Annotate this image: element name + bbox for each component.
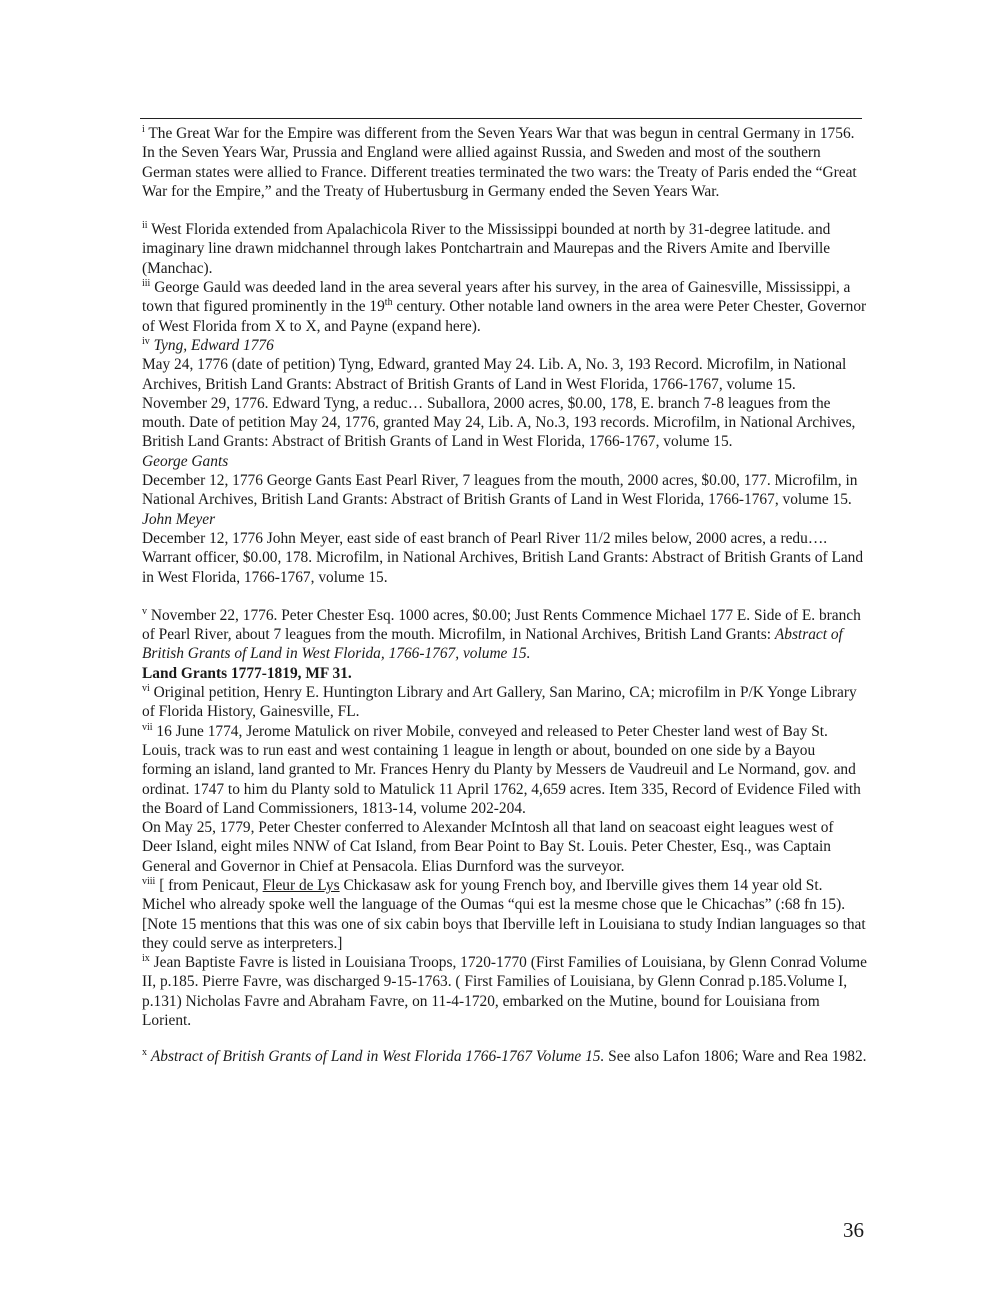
footnote-vii bbox=[142, 722, 867, 818]
footnote-text: West Florida extended from Apalachicola River to the Mississippi bounded at north by 31-degree latitude. and imaginary line drawn midchannel through lakes Pontchartrain and Maurepas and the Rivers Amite and Iberville (Manchac). bbox=[142, 221, 831, 277]
footnote-marker: viii bbox=[142, 875, 156, 887]
footnote-vii-continued: On May 25, 1779, Peter Chester conferred to Alexander McIntosh all that land on seacoast eight leagues west of Deer Island, eight miles NNW of Cat Island, from Bear Point to Bay St. Louis. Peter Chester, Esq., was Captain General and Governor in Chief at Pensacola. Elias Durnford was the surveyor. bbox=[142, 819, 834, 875]
source-title: Abstract of British Grants of Land in West Florida, 1766-1767, volume 15. bbox=[142, 626, 843, 663]
footnote-x bbox=[142, 1047, 867, 1066]
footnote-marker: iii bbox=[142, 277, 151, 289]
footnote-marker: vi bbox=[142, 682, 150, 694]
source-title-underlined: Fleur de Lys bbox=[262, 876, 340, 894]
footnote-ii bbox=[142, 220, 867, 278]
grantee-heading: Tyng, Edward 1776 bbox=[153, 336, 274, 354]
footnote-text-cont: Chickasaw ask for young French boy, and Iberville gives them 14 year old St. Michel who already spoke well the language of the Oumas “qui est la mesme chose que le Chicachas” (:68 fn 15). [Note 15 mentions that this was one of six cabin boys that Iberville left in Louisiana to study Indian languages so that they could serve as interpreters.] bbox=[142, 876, 866, 952]
grant-entry: December 12, 1776 George Gants East Pearl River, 7 leagues from the mouth, 2000 acres, $0.00, 177. Microfilm, in National Archives, British Land Grants: Abstract of British Grants of Land in West Florida, 1766-1767, volume 15. bbox=[142, 472, 858, 509]
footnote-marker: iv bbox=[142, 335, 150, 347]
footnote-text: Jean Baptiste Favre is listed in Louisiana Troops, 1720-1770 (First Families of Louisiana, by Glenn Conrad Volume II, p.185. Pierre Favre, was discharged 9-15-1763. ( First Families of Louisiana, by Glenn Conrad p.185.Volume I, p.131) Nicholas Favre and Abraham Favre, on 11-4-1720, embarked on the Mutine, bound for Louisiana from Lorient. bbox=[142, 954, 867, 1030]
grantee-heading: John Meyer bbox=[142, 510, 216, 528]
footnote-text: November 22, 1776. Peter Chester Esq. 1000 acres, $0.00; Just Rents Commence Michael 177 E. Side of E. branch of Pearl River, about 7 leagues from the mouth. Microfilm, in National Archives, British Land Grants: bbox=[142, 606, 861, 644]
footnote-marker: x bbox=[142, 1047, 147, 1059]
footnote-text: 16 June 1774, Jerome Matulick on river Mobile, conveyed and released to Peter Chester land west of Bay St. Louis, track was to run east and west containing 1 league in length or about, bounded on one side by a Bayou forming an island, land granted to Mr. Frances Henry du Planty by Messers de Vaudreuil and Le Normand, gov. and ordinat. 1747 to him du Planty sold to Matulick 11 April 1762, 4,659 acres. Item 335, Record of Evidence Filed with the Board of Land Commissioners, 1813-14, volume 202-204. bbox=[142, 722, 861, 817]
footnote-marker: v bbox=[142, 605, 147, 617]
footnote-i bbox=[142, 124, 867, 201]
page-number: 36 bbox=[843, 1218, 864, 1242]
footnote-text: See also Lafon 1806; Ware and Rea 1982. bbox=[604, 1048, 867, 1066]
footnote-marker: vii bbox=[142, 721, 153, 733]
footnote-text: [ from Penicaut, bbox=[159, 876, 263, 894]
footnote-marker: ix bbox=[142, 953, 150, 965]
footnote-text-cont: century. Other notable land owners in the area were Peter Chester, Governor of West Florida from X to X, and Payne (expand here). bbox=[142, 298, 867, 335]
grant-entry: November 29, 1776. Edward Tyng, a reduc… Suballora, 2000 acres, $0.00, 178, E. branch 7-8 leagues from the mouth. Date of petition May 24, 1776, granted May 24, Lib. A, No.3, 193 records. Microfilm, in National Archives, British Land Grants: Abstract of British Grants of Land in West Florida, 1766-1767, volume 15. bbox=[142, 394, 856, 451]
footnote-iii bbox=[142, 278, 867, 336]
footnote-viii bbox=[142, 876, 867, 953]
grant-entry: December 12, 1776 John Meyer, east side of east branch of Pearl River 11/2 miles below, 2000 acres, a redu…. Warrant officer, $0.00, 178. Microfilm, in National Archives, British Land Grants: Abstract of British Grants of Land in West Florida, 1766-1767, volume 15. bbox=[142, 529, 864, 586]
footnote-text: The Great War for the Empire was different from the Seven Years War that was begun in central Germany in 1756. In the Seven Years War, Prussia and England were allied against Russia, and Sweden and most of the southern German states were allied to France. Different treaties terminated the two wars: the Treaty of Paris ended the “Great War for the Empire,” and the Treaty of Hubertusburg in Germany ended the Seven Years War. bbox=[142, 125, 857, 200]
footnotes-section bbox=[142, 124, 867, 1067]
grantee-heading: George Gants bbox=[142, 452, 229, 470]
land-grants-heading: Land Grants 1777-1819, MF 31. bbox=[142, 664, 352, 682]
source-title: Abstract of British Grants of Land in West Florida 1766-1767 Volume 15. bbox=[150, 1048, 605, 1066]
ordinal-suffix: th bbox=[384, 297, 393, 309]
footnote-marker: ii bbox=[142, 220, 148, 232]
grant-entry: May 24, 1776 (date of petition) Tyng, Edward, granted May 24. Lib. A, No. 3, 193 Record. Microfilm, in National Archives, British Land Grants: Abstract of British Grants of Land in West Florida, 1766-1767, volume 15. bbox=[142, 356, 847, 393]
footnote-iv bbox=[142, 336, 867, 355]
footnote-ix bbox=[142, 953, 867, 1030]
footnote-text: Original petition, Henry E. Huntington Library and Art Gallery, San Marino, CA; microfilm in P/K Yonge Library of Florida History, Gainesville, FL. bbox=[142, 684, 857, 721]
footnote-vi bbox=[142, 683, 867, 722]
footnote-v bbox=[142, 606, 867, 664]
footnote-marker: i bbox=[142, 123, 145, 135]
footnote-separator-rule bbox=[140, 118, 862, 119]
footnote-text: George Gauld was deeded land in the area several years after his survey, in the area of Gainesville, Mississippi, a town that figured prominently in the 19 bbox=[142, 279, 851, 316]
